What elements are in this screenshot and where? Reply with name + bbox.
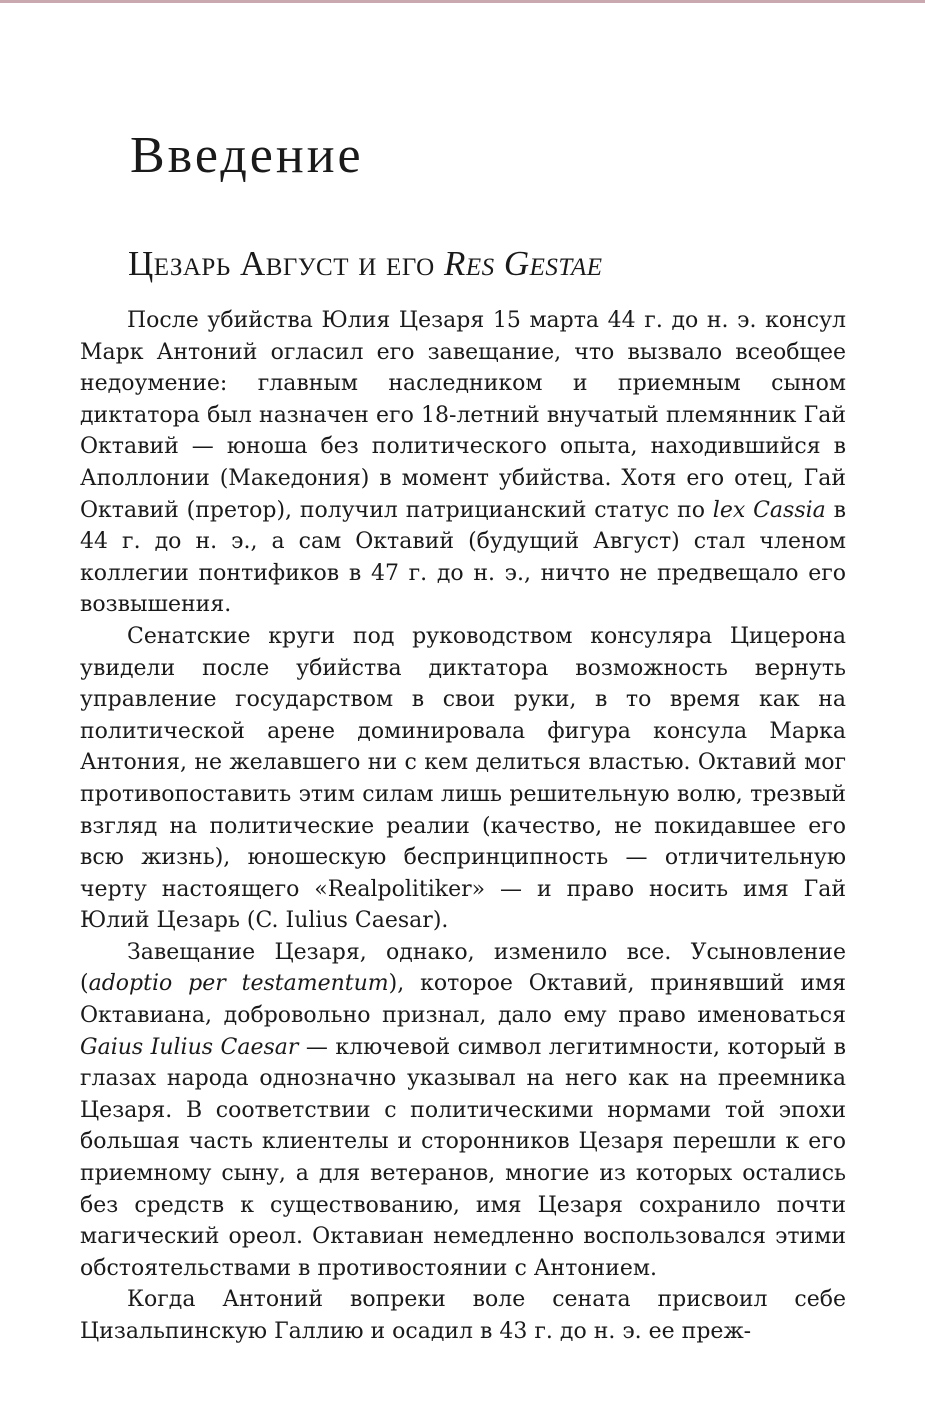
chapter-title: Введение	[130, 127, 364, 184]
paragraph	[80, 1284, 846, 1347]
text-segment: в 44 г. до н. э., а сам Октавий (будущий Август) стал членом коллегии понтификов в 47 г. до н. э., ничто не предвещало его возвышения.	[80, 497, 846, 618]
text-segment: После убийства Юлия Цезаря 15 марта 44 г. до н. э. консул Марк Антоний огласил его завещание, что вызвало всеобщее недоумение: главным наследником и приемным сыном диктатора был назначен его 18-летний внучатый племянник Гай Октавий — юноша без политического опыта, находившийся в Аполлонии (Македония) в момент убийства. Хотя его отец, Гай Октавий (претор), получил патрицианский статус по	[80, 308, 846, 523]
section-title	[128, 242, 603, 286]
text-segment-italic: lex Cassia	[712, 497, 826, 523]
body-text	[80, 305, 846, 1348]
paragraph	[80, 305, 846, 621]
text-segment: Когда Антоний вопреки воле сената присвоил себе Цизальпинскую Галлию и осадил в 43 г. до н. э. ее преж-	[80, 1287, 846, 1344]
section-title-italic: Res Gestae	[443, 244, 603, 283]
text-segment: — ключевой символ легитимности, который в глазах народа однозначно указывал на него как на преемника Цезаря. В соответствии с политическими нормами той эпохи большая часть клиентелы и сторонников Цезаря перешли к его приемному сыну, а для ветеранов, многие из которых остались без средств к существованию, имя Цезаря сохранило почти магический ореол. Октавиан немедленно воспользовался этими обстоятельствами в противостоянии с Антонием.	[80, 1034, 846, 1281]
text-segment: ), которое Октавий, принявший имя Октавиана, добровольно признал, дало ему право именоваться	[80, 971, 846, 1029]
text-segment-italic: Gaius Iulius Caesar	[80, 1034, 299, 1060]
page-top-border	[0, 0, 925, 3]
text-segment: Завещание Цезаря, однако, изменило все. Усыновление (	[80, 939, 846, 997]
paragraph	[80, 621, 846, 937]
paragraph	[80, 937, 846, 1285]
text-segment: Сенатские круги под руководством консуляра Цицерона увидели после убийства диктатора возможность вернуть управление государством в свои руки, в то время как на политической арене доминировала фигура консула Марка Антония, не желавшего ни с кем делиться властью. Октавий мог противопоставить этим силам лишь решительную волю, трезвый взгляд на политические реалии (качество, не покидавшее его всю жизнь), юношескую беспринципность — отличительную черту настоящего «Realpolitiker» — и право носить имя Гай Юлий Цезарь (C. Iulius Caesar).	[80, 623, 846, 934]
section-title-main: Цезарь Август и его	[128, 244, 444, 283]
text-segment-italic: adoptio per testamentum	[88, 971, 389, 997]
